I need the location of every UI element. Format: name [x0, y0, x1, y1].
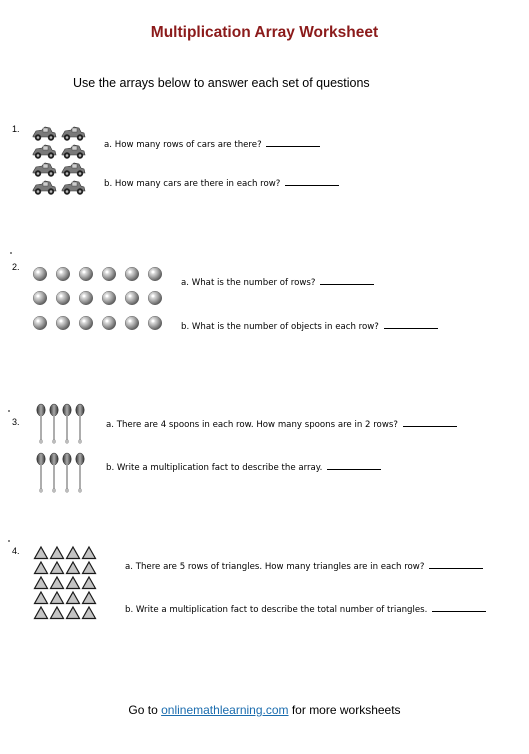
problem-2-ball-array	[31, 265, 165, 340]
instructions: Use the arrays below to answer each set of questions	[73, 76, 370, 90]
footer	[0, 703, 529, 717]
problem-3-question-b	[106, 461, 381, 473]
problem-4-number: 4.	[12, 546, 20, 556]
problem-3-spoon-array	[35, 403, 91, 500]
answer-blank[interactable]	[384, 320, 438, 329]
problem-3-number: 3.	[12, 417, 20, 427]
problem-4-question-b	[125, 603, 486, 615]
site-link[interactable]: onlinemathlearning.com	[161, 703, 289, 717]
scan-mark	[10, 252, 12, 254]
scan-mark	[8, 410, 10, 412]
problem-4-triangle-array	[33, 545, 103, 626]
answer-blank[interactable]	[327, 461, 381, 470]
question-text: b. How many cars are there in each row?	[104, 179, 281, 189]
problem-1-car-array	[29, 126, 89, 201]
problem-2-question-b	[181, 320, 438, 332]
question-text: b. Write a multiplication fact to describe the total number of triangles.	[125, 605, 428, 615]
question-text: a. There are 5 rows of triangles. How many triangles are in each row?	[125, 562, 425, 572]
question-text: a. How many rows of cars are there?	[104, 140, 262, 150]
answer-blank[interactable]	[320, 276, 374, 285]
footer-prefix: Go to	[128, 703, 162, 717]
question-text: a. What is the number of rows?	[181, 278, 316, 288]
problem-1-number: 1.	[12, 124, 20, 134]
answer-blank[interactable]	[285, 177, 339, 186]
question-text: b. What is the number of objects in each row?	[181, 322, 379, 332]
answer-blank[interactable]	[432, 603, 486, 612]
scan-mark	[8, 540, 10, 542]
problem-2-question-a	[181, 276, 374, 288]
problem-1-question-a	[104, 138, 320, 150]
answer-blank[interactable]	[403, 418, 457, 427]
problem-3-question-a	[106, 418, 457, 430]
question-text: b. Write a multiplication fact to describe the array.	[106, 463, 323, 473]
problem-2-number: 2.	[12, 262, 20, 272]
question-text: a. There are 4 spoons in each row. How many spoons are in 2 rows?	[106, 420, 398, 430]
problem-1-question-b	[104, 177, 339, 189]
worksheet-title: Multiplication Array Worksheet	[150, 24, 379, 41]
problem-4-question-a	[125, 560, 483, 572]
answer-blank[interactable]	[429, 560, 483, 569]
footer-suffix: for more worksheets	[288, 703, 401, 717]
answer-blank[interactable]	[266, 138, 320, 147]
